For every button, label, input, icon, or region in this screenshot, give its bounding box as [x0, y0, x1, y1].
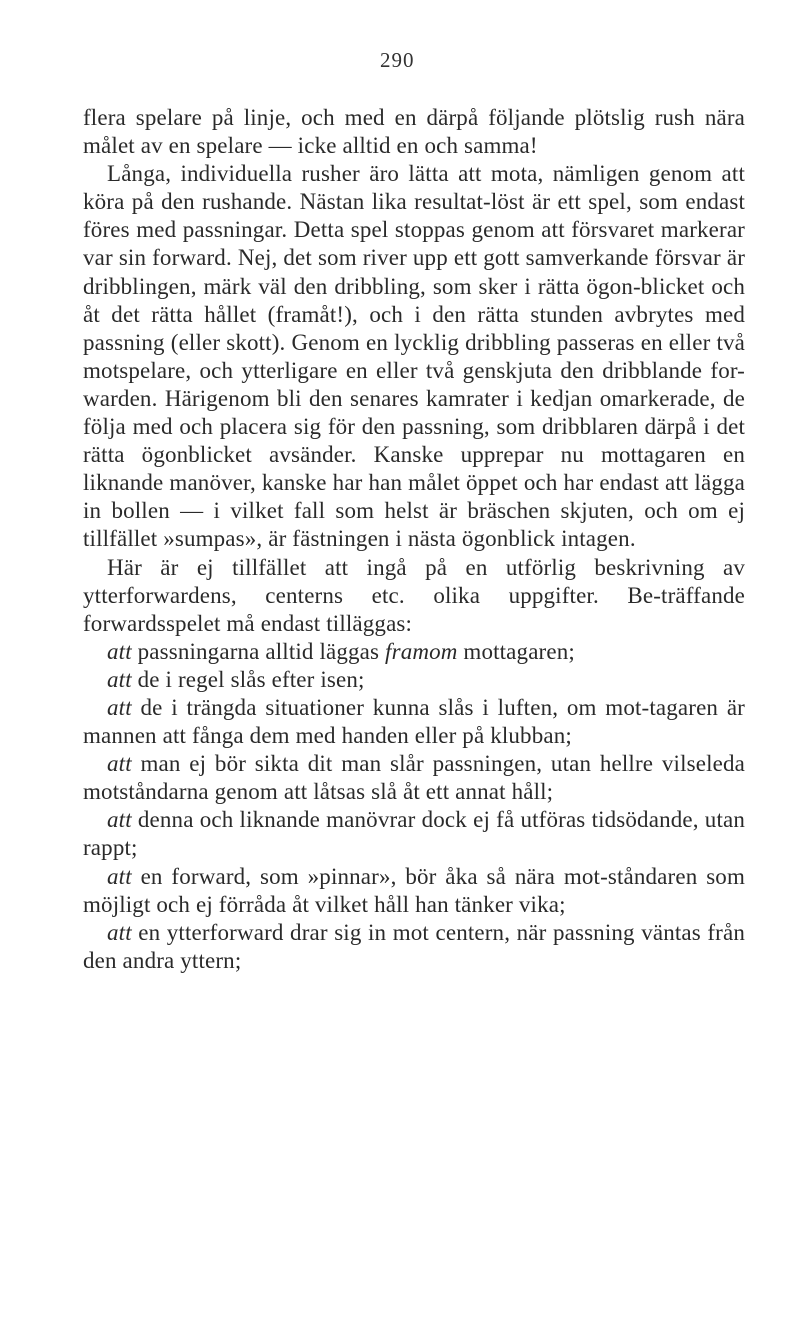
att-list-item [83, 638, 745, 666]
paragraph: flera spelare på linje, och med en därpå följande plötslig rush nära målet av en spelare — icke alltid en och samma! [83, 105, 745, 159]
att-lead: att [107, 863, 132, 889]
att-lead: att [107, 807, 132, 833]
att-text: denna och liknande manövrar dock ej få utföras tidsödande, utan rappt; [83, 807, 745, 861]
paragraph: Här är ej tillfället att ingå på en utförlig beskrivning av ytterforwardens, centerns etc. olika uppgifter. Be-träffande forwardsspelet må endast tilläggas: [83, 554, 745, 636]
att-text-after: mottagaren; [457, 638, 575, 664]
att-list-item [83, 919, 745, 975]
att-lead: att [107, 638, 132, 664]
att-text: man ej bör sikta dit man slår passningen, utan hellre vilseleda motståndarna genom att låtsas slå åt ett annat håll; [83, 751, 745, 805]
att-lead: att [107, 919, 132, 945]
att-text: de i trängda situationer kunna slås i luften, om mot-tagaren är mannen att fånga dem med handen eller på klubban; [83, 694, 745, 749]
att-list-item [83, 694, 745, 750]
body-text [83, 104, 745, 975]
att-list-item [83, 666, 745, 694]
paragraph: Långa, individuella rusher äro lätta att mota, nämligen genom att köra på den rushande. Nästan lika resultat-löst är ett spel, som endast föres med passningar. Detta spel stoppas genom att försvaret markerar var sin forward. Nej, det som river upp ett gott samverkande försvar är dribblingen, märk väl den dribbling, som sker i rätta ögon-blicket och åt det rätta hållet (framåt!), och i den rätta stunden avbrytes med passning (eller skott). Genom en lycklig dribbling passeras en eller två motspelare, och ytterligare en eller två genskjuta den dribblande for-warden. Härigenom bli den senares kamrater i kedjan omarkerade, de följa med och placera sig för den passning, som dribblaren därpå i det rätta ögonblicket avsänder. Kanske upprepar nu mottagaren en liknande manöver, kanske har han målet öppet och har endast att lägga in bollen — i vilket fall som helst är bräschen skjuten, och om ej tillfället »sumpas», är fästningen i nästa ögonblick intagen. [83, 161, 745, 552]
att-list-item [83, 806, 745, 862]
page-number: 290 [380, 48, 415, 72]
att-lead: att [107, 666, 132, 692]
att-lead: att [107, 751, 132, 777]
att-lead: att [107, 694, 132, 720]
att-list-item [83, 863, 745, 919]
att-text: en ytterforward drar sig in mot centern, när passning väntas från den andra yttern; [83, 919, 745, 973]
att-text: de i regel slås efter isen; [131, 666, 365, 692]
att-emphasis: framom [385, 638, 458, 664]
att-text: passningarna alltid läggas [131, 638, 386, 664]
att-text: en forward, som »pinnar», bör åka så nära mot-ståndaren som möjligt och ej förråda åt vilket håll han tänker vika; [83, 863, 745, 917]
att-list-item [83, 750, 745, 806]
